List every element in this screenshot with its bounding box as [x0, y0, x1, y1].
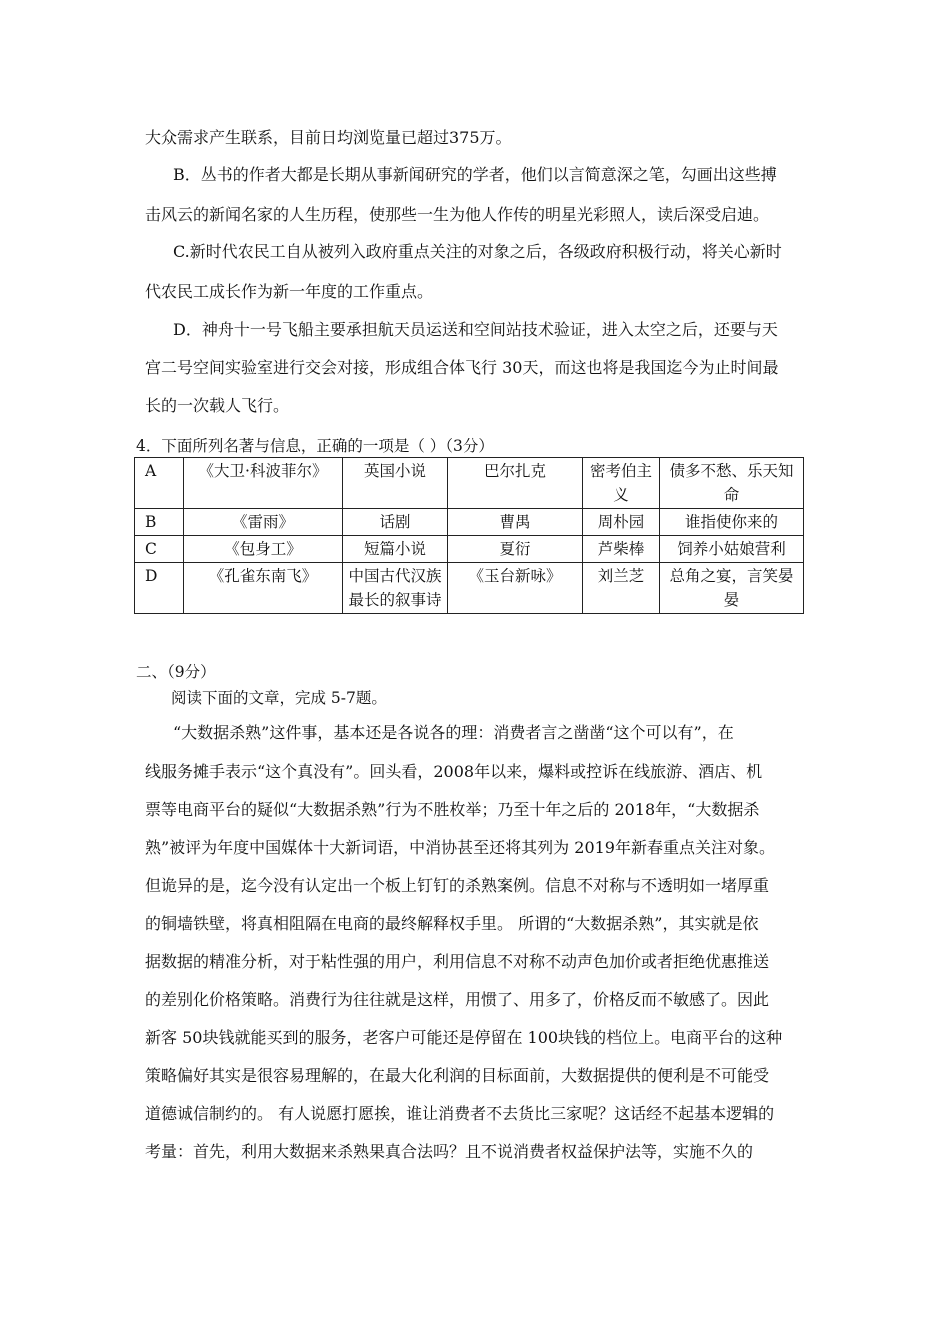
- work-quote: 总角之宴，言笑晏晏: [660, 563, 804, 614]
- work-quote: 谁指使你来的: [660, 509, 804, 536]
- row-label: C: [135, 536, 184, 563]
- table-row: [135, 458, 804, 509]
- work-author: 曹禺: [448, 509, 583, 536]
- work-genre: 英国小说: [343, 458, 448, 509]
- work-title: 《大卫·科波菲尔》: [184, 458, 343, 509]
- article-line: 熟”被评为年度中国媒体十大新词语，中消协甚至还将其列为 2019年新春重点关注对象。: [145, 838, 775, 857]
- article-line: 但诡异的是，迄今没有认定出一个板上钉钉的杀熟案例。信息不对称与不透明如一堵厚重: [145, 876, 770, 895]
- section-heading: 二、（9分）: [136, 663, 216, 681]
- work-character: 芦柴棒: [583, 536, 660, 563]
- option-d-line: D．神舟十一号飞船主要承担航天员运送和空间站技术验证，进入太空之后，还要与天: [173, 320, 778, 339]
- work-quote: 饲养小姑娘营利: [660, 536, 804, 563]
- question-4-table: [134, 457, 804, 614]
- work-genre: 话剧: [343, 509, 448, 536]
- article-line: 票等电商平台的疑似“大数据杀熟”行为不胜枚举；乃至十年之后的 2018年，“大数据杀: [145, 800, 760, 819]
- work-author: 巴尔扎克: [448, 458, 583, 509]
- work-title: 《雷雨》: [184, 509, 343, 536]
- table-row: [135, 509, 804, 536]
- work-title: 《孔雀东南飞》: [184, 563, 343, 614]
- article-line: 策略偏好其实是很容易理解的，在最大化利润的目标面前，大数据提供的便利是不可能受: [145, 1066, 770, 1085]
- table-row: [135, 563, 804, 614]
- option-c-line: C.新时代农民工自从被列入政府重点关注的对象之后，各级政府积极行动，将关心新时: [173, 242, 782, 261]
- work-character: 密考伯主义: [583, 458, 660, 509]
- text-line: 宫二号空间实验室进行交会对接，形成组合体飞行 30天，而这也将是我国迄今为止时间最: [145, 358, 779, 377]
- work-character: 周朴园: [583, 509, 660, 536]
- work-author: 夏衍: [448, 536, 583, 563]
- work-genre: 短篇小说: [343, 536, 448, 563]
- article-line: “大数据杀熟”这件事，基本还是各说各的理：消费者言之凿凿“这个可以有”，在: [173, 723, 734, 742]
- option-b-line: B．丛书的作者大都是长期从事新闻研究的学者，他们以言简意深之笔，勾画出这些搏: [173, 165, 777, 184]
- article-line: 线服务摊手表示“这个真没有”。回头看，2008年以来，爆料或控诉在线旅游、酒店、机: [145, 762, 763, 781]
- work-quote: 债多不愁、乐天知命: [660, 458, 804, 509]
- row-label: D: [135, 563, 184, 614]
- article-line: 的差别化价格策略。消费行为往往就是这样，用惯了、用多了，价格反而不敏感了。因此: [145, 990, 770, 1009]
- article-line: 新客 50块钱就能买到的服务，老客户可能还是停留在 100块钱的档位上。电商平台的这种: [145, 1028, 783, 1047]
- text-line: 大众需求产生联系，目前日均浏览量已超过375万。: [145, 128, 512, 147]
- section-instruction: 阅读下面的文章，完成 5-7题。: [171, 689, 387, 707]
- article-line: 道德诚信制约的。 有人说愿打愿挨，谁让消费者不去货比三家呢？这话经不起基本逻辑的: [145, 1104, 775, 1123]
- table-row: [135, 536, 804, 563]
- work-character: 刘兰芝: [583, 563, 660, 614]
- row-label: B: [135, 509, 184, 536]
- work-title: 《包身工》: [184, 536, 343, 563]
- text-line: 击风云的新闻名家的人生历程，使那些一生为他人作传的明星光彩照人，读后深受启迪。: [145, 205, 770, 224]
- work-genre: 中国古代汉族最长的叙事诗: [343, 563, 448, 614]
- work-author: 《玉台新咏》: [448, 563, 583, 614]
- article-line: 据数据的精准分析，对于粘性强的用户，利用信息不对称不动声色加价或者拒绝优惠推送: [145, 952, 770, 971]
- row-label: A: [135, 458, 184, 509]
- question-4-stem: 4．下面所列名著与信息，正确的一项是（ ）（3分）: [136, 437, 494, 455]
- article-line: 的铜墙铁壁，将真相阻隔在电商的最终解释权手里。 所谓的“大数据杀熟”，其实就是依: [145, 914, 759, 933]
- article-line: 考量：首先，利用大数据来杀熟果真合法吗？且不说消费者权益保护法等，实施不久的: [145, 1142, 754, 1161]
- text-line: 长的一次载人飞行。: [145, 396, 290, 415]
- text-line: 代农民工成长作为新一年度的工作重点。: [145, 282, 434, 301]
